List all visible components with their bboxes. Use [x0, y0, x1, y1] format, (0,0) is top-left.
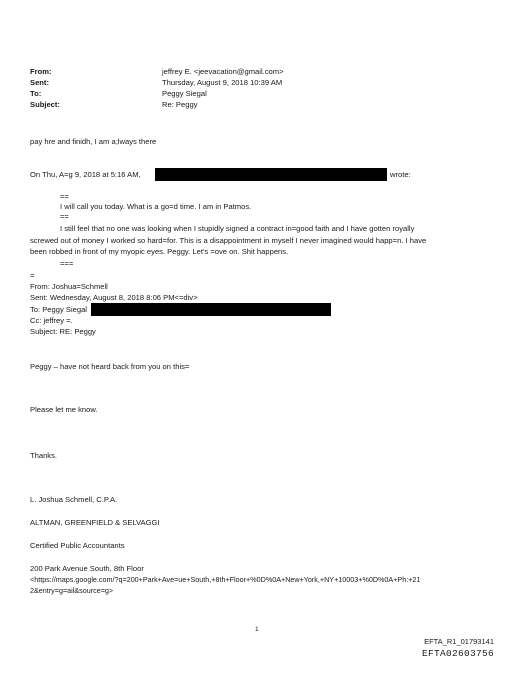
- separator: =: [30, 271, 35, 280]
- separator: ==: [60, 212, 69, 221]
- signature-name: L. Joshua Schmell, C.P.A.: [30, 495, 118, 504]
- quote-wrote: wrote:: [390, 170, 411, 179]
- sent-label: Sent:: [30, 78, 49, 87]
- reply-text: pay hre and finidh, I am a;lways there: [30, 137, 157, 146]
- signature-url: 2&entry=g=ail&source=g>: [30, 586, 114, 595]
- message-line: Thanks.: [30, 451, 58, 460]
- signature-url: <https://maps.google.com/?q=200+Park+Ave=ue+South,+8th+Floor+%0D%0A+New+York,+NY+10003+%0D%0A+Ph:+21: [30, 575, 421, 584]
- signature-firm: ALTMAN, GREENFIELD & SELVAGGI: [30, 518, 160, 527]
- subject-value: Re: Peggy: [162, 100, 198, 109]
- to-value: Peggy Siegal: [162, 89, 207, 98]
- from-label: From:: [30, 67, 52, 76]
- paragraph-line: I still feel that no one was looking when I stupidly signed a contract in=good faith and I have gotten royally: [60, 224, 415, 233]
- fwd-to: To: Peggy Siegal: [30, 305, 87, 314]
- bates-number: EFTA_R1_01793141: [424, 637, 494, 646]
- message-line: Peggy – have not heard back from you on this=: [30, 362, 190, 371]
- signature-title: Certified Public Accountants: [30, 541, 125, 550]
- separator: ==: [60, 192, 69, 201]
- quote-intro: On Thu, A=g 9, 2018 at 5:16 AM,: [30, 170, 141, 179]
- call-line: I will call you today. What is a go=d time. I am in Patmos.: [60, 202, 252, 211]
- fwd-from: From: Joshua=Schmell: [30, 282, 108, 291]
- fwd-sent: Sent: Wednesday, August 8, 2018 8:06 PM<=div>: [30, 293, 198, 302]
- redaction-bar: [91, 303, 331, 316]
- paragraph-line: screwed out of money I worked so hard=for. This is a disappointment in myself I never imagined would happ=n. I have: [30, 236, 427, 245]
- subject-label: Subject:: [30, 100, 60, 109]
- separator: ===: [60, 259, 74, 268]
- page-number: 1: [255, 626, 259, 633]
- signature-address: 200 Park Avenue South, 8th Floor: [30, 564, 144, 573]
- sent-value: Thursday, August 9, 2018 10:39 AM: [162, 78, 283, 87]
- from-value: jeffrey E. <jeevacation@gmail.com>: [162, 67, 284, 76]
- paragraph-line: been robbed in front of my myopic eyes. Peggy. Let's =ove on. Shit happens.: [30, 247, 289, 256]
- fwd-subject: Subject: RE: Peggy: [30, 327, 96, 336]
- message-line: Please let me know.: [30, 405, 98, 414]
- to-label: To:: [30, 89, 42, 98]
- redaction-bar: [155, 168, 387, 181]
- fwd-cc: Cc: jeffrey =.: [30, 316, 73, 325]
- bates-number: EFTA02603756: [421, 648, 494, 659]
